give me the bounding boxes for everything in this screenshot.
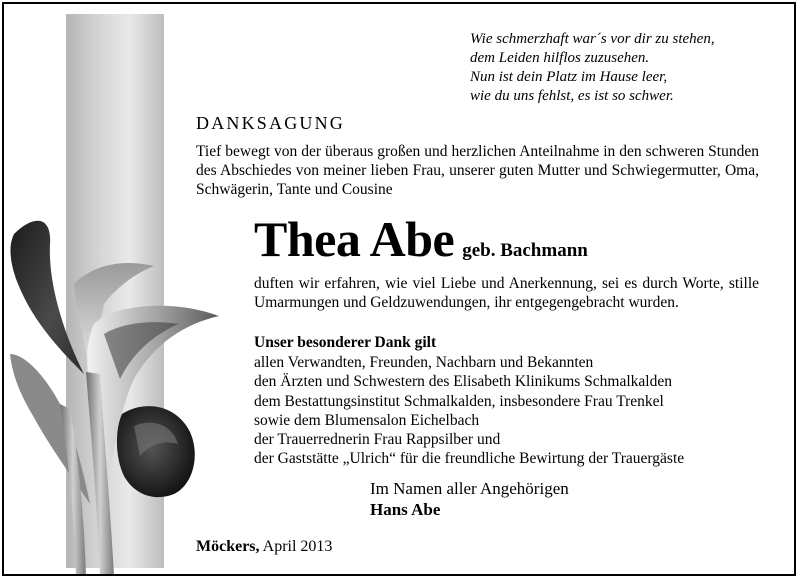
- thanks-list: [254, 353, 684, 469]
- poem-line: Wie schmerzhaft war´s vor dir zu stehen,: [470, 31, 715, 47]
- obituary-frame: [2, 2, 796, 576]
- list-item: allen Verwandten, Freunden, Nachbarn und Bekannten: [254, 354, 594, 371]
- poem-line: wie du uns fehlst, es ist so schwer.: [470, 88, 674, 104]
- notice-heading: DANKSAGUNG: [196, 113, 346, 133]
- calla-lily-icon: [4, 204, 234, 576]
- list-item: den Ärzten und Schwestern des Elisabeth Klinikums Schmalkalden: [254, 373, 672, 391]
- list-item: sowie dem Blumensalon Eichelbach: [254, 411, 480, 429]
- poem-line: Nun ist dein Platz im Hause leer,: [470, 69, 668, 85]
- list-item: der Trauerrednerin Frau Rappsilber und: [254, 431, 501, 449]
- maiden-name: geb. Bachmann: [462, 240, 588, 261]
- body-paragraph: duften wir erfahren, wie viel Liebe und Anerkennung, sei es durch Worte, stille Umarmungen und Geldzuwendungen, ihr entgegengebracht wurden.: [254, 275, 759, 311]
- intro-paragraph: Tief bewegt von der überaus großen und herzlichen Anteilnahme in den schweren Stunden des Abschiedes von meiner lieben Frau, unserer guten Mutter und Schwiegermutter, Oma, Schwägerin, Tante und Cousine: [196, 143, 759, 198]
- signer-name: Hans Abe: [370, 500, 441, 519]
- list-item: der Gaststätte „Ulrich“ für die freundliche Bewirtung der Trauergäste: [254, 450, 685, 468]
- behalf-line: Im Namen aller Angehörigen: [370, 479, 569, 498]
- poem: [470, 30, 715, 106]
- deceased-name-row: [254, 210, 588, 268]
- deceased-name: Thea Abe: [254, 211, 455, 267]
- place-date: [196, 538, 332, 556]
- thanks-heading: Unser besonderer Dank gilt: [254, 334, 437, 351]
- date: April 2013: [262, 538, 333, 555]
- place: Möckers,: [196, 538, 260, 555]
- poem-line: dem Leiden hilflos zuzusehen.: [470, 50, 650, 66]
- list-item: dem Bestattungsinstitut Schmalkalden, insbesondere Frau Trenkel: [254, 392, 664, 410]
